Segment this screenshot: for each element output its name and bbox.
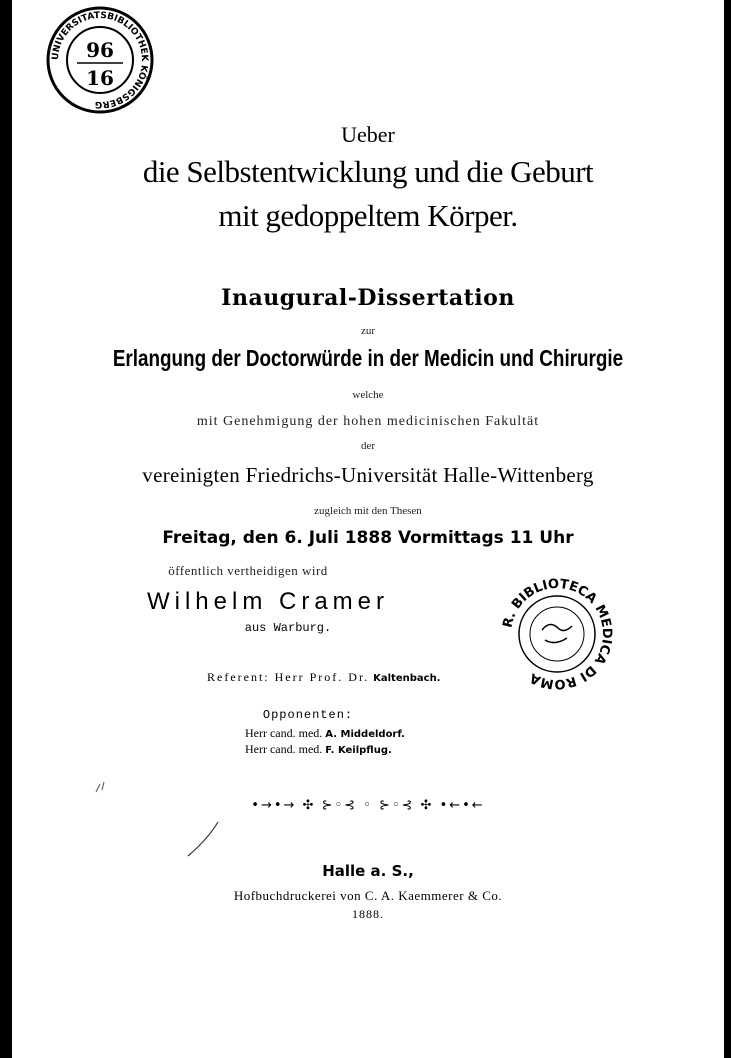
stamp-bottom-ring-text: R. BIBLIOTECA MEDICA DI ROMA — [500, 576, 615, 692]
stamp-top-ring-text: UNIVERSITATSBIBLIOTHEK KÖNIGSBERG — [50, 10, 150, 110]
date-line: Freitag, den 6. Juli 1888 Vormittags 11 Uhr — [162, 528, 574, 548]
referent-label: Referent: Herr Prof. Dr. — [207, 670, 370, 684]
theses-text: zugleich mit den Thesen — [314, 505, 422, 517]
author-name: Wilhelm Cramer — [146, 588, 389, 615]
author-origin: aus Warburg. — [244, 621, 332, 635]
imprint-printer: Hofbuchdruckerei von C. A. Kaemmerer & Co. — [233, 888, 503, 903]
library-stamp-top — [45, 5, 155, 115]
stamp-bottom-number: 16 — [86, 66, 114, 90]
stray-stroke — [182, 820, 222, 860]
opponent-item: Herr cand. med. F. Keilpflug. — [245, 742, 392, 756]
title-line-2: die Selbstentwicklung und die Geburt — [142, 154, 594, 189]
ornament-divider: •→•→ ✣ ⊱◦⊰ ◦ ⊱◦⊰ ✣ •←•← — [251, 798, 485, 813]
title-line-1: Ueber — [341, 122, 395, 147]
zur-text: zur — [360, 325, 376, 337]
approval-line: mit Genehmigung der hohen medicinischen Fakultät — [196, 414, 540, 429]
imprint-year: 1888. — [352, 907, 384, 921]
der-text: der — [360, 440, 376, 452]
referent-name: Kaltenbach. — [373, 673, 441, 684]
title-page — [12, 0, 724, 1058]
opponents-label: Opponenten: — [262, 708, 354, 722]
library-stamp-bottom — [490, 572, 624, 692]
university-line: vereinigten Friedrichs-Universität Halle-Wittenberg — [142, 463, 594, 487]
defend-text: öffentlich vertheidigen wird — [168, 563, 328, 578]
dissertation-heading: Inaugural-Dissertation — [221, 285, 515, 311]
stamp-top-number: 96 — [86, 38, 114, 62]
stray-mark — [94, 780, 106, 794]
opponent-item: Herr cand. med. A. Middeldorf. — [245, 726, 405, 740]
title-line-3: mit gedoppeltem Körper. — [218, 198, 518, 233]
referent-line — [207, 670, 440, 685]
imprint-city: Halle a. S., — [322, 862, 414, 880]
purpose-line: Erlangung der Doctorwürde in der Medicin und Chirurgie — [112, 345, 624, 371]
welche-text: welche — [352, 389, 384, 401]
